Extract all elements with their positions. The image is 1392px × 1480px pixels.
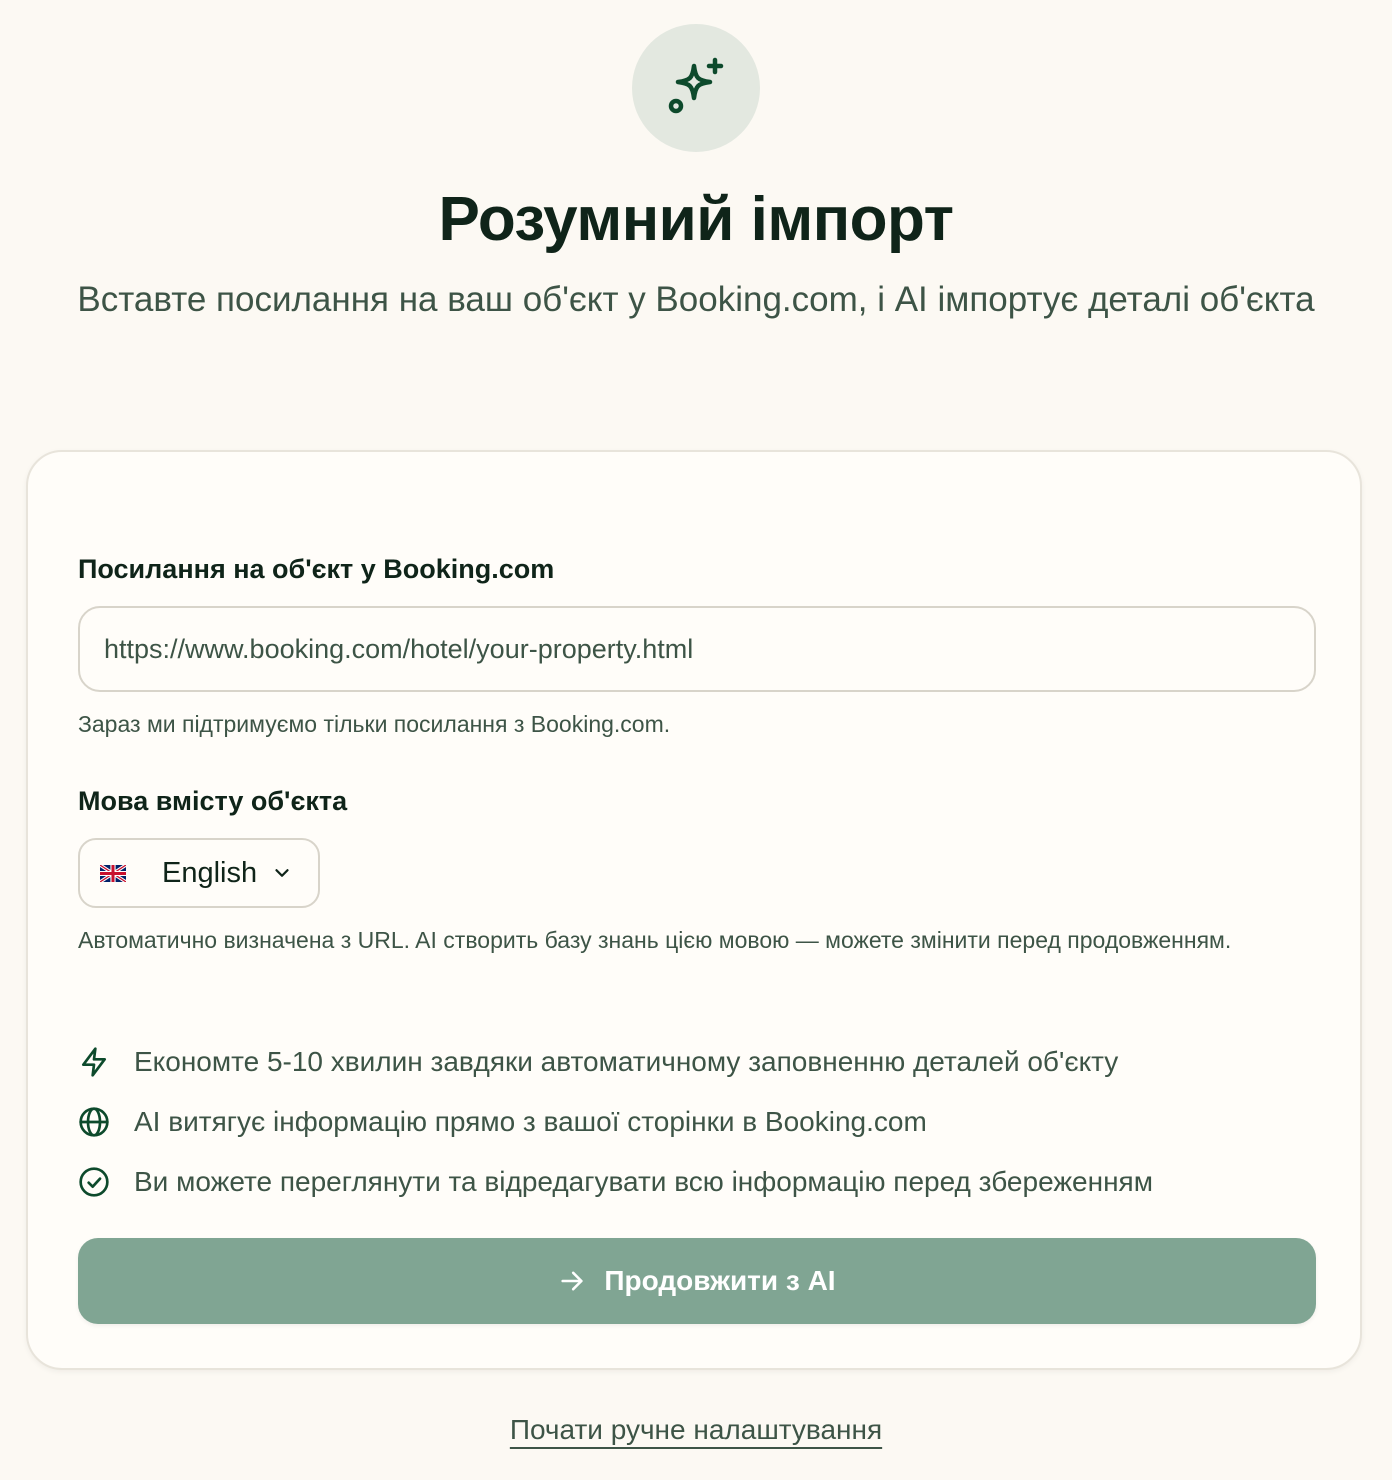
- check-circle-icon: [78, 1166, 110, 1198]
- feature-item: [78, 1092, 1318, 1152]
- chevron-down-icon: [271, 862, 293, 884]
- feature-item: [78, 1032, 1318, 1092]
- arrow-right-icon: [558, 1267, 586, 1295]
- url-field-label: Посилання на об'єкт у Booking.com: [78, 554, 555, 584]
- continue-with-ai-button[interactable]: [78, 1238, 1316, 1324]
- globe-icon: [78, 1106, 110, 1138]
- uk-flag-icon: [100, 865, 126, 882]
- feature-text: AI витягує інформацію прямо з вашої сторінки в Booking.com: [134, 1106, 927, 1137]
- feature-list: [78, 1032, 1318, 1212]
- booking-url-input[interactable]: [78, 606, 1316, 692]
- import-card: [26, 450, 1362, 1370]
- lightning-icon: [78, 1046, 110, 1078]
- url-helper-text: Зараз ми підтримуємо тільки посилання з Booking.com.: [78, 711, 671, 737]
- manual-setup-link[interactable]: Почати ручне налаштування: [509, 1414, 883, 1445]
- language-select[interactable]: [78, 838, 320, 908]
- hero-icon-circle: [632, 24, 760, 152]
- page-subtitle: Вставте посилання на ваш об'єкт у Booking.com, і AI імпортує деталі об'єкта: [77, 280, 1315, 319]
- manual-setup-link-container: [0, 1414, 1392, 1446]
- feature-text: Економте 5-10 хвилин завдяки автоматичному заповненню деталей об'єкту: [134, 1046, 1119, 1077]
- feature-item: [78, 1152, 1318, 1212]
- continue-button-label: Продовжити з AI: [604, 1265, 836, 1296]
- language-helper-text: Автоматично визначена з URL. AI створить базу знань цією мовою — можете змінити перед продовженням.: [78, 927, 1232, 953]
- language-selected-label: English: [162, 856, 258, 889]
- feature-text: Ви можете переглянути та відредагувати всю інформацію перед збереженням: [134, 1166, 1153, 1197]
- language-field-label: Мова вмісту об'єкта: [78, 786, 348, 816]
- sparkles-icon: [664, 56, 728, 120]
- page-title: Розумний імпорт: [438, 185, 954, 254]
